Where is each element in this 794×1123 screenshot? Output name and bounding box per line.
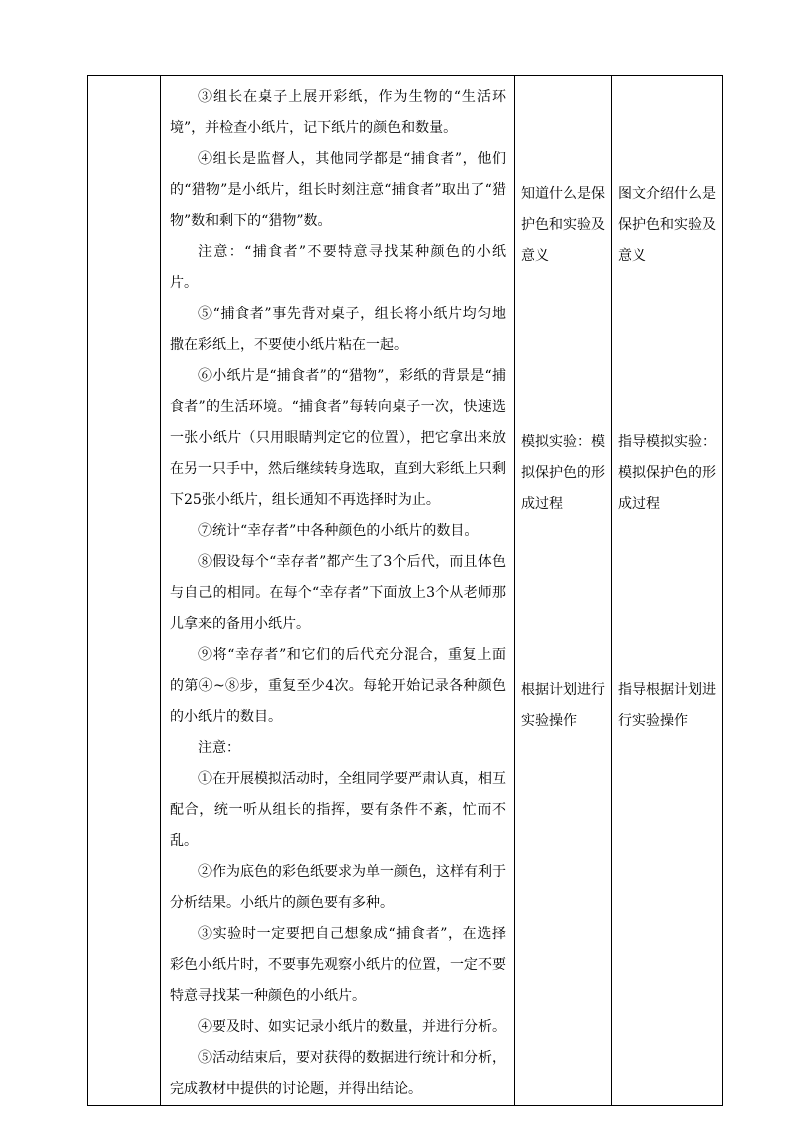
paragraph: ③组长在桌子上展开彩纸，作为生物的“生活环境”，并检查小纸片，记下纸片的颜色和数量。 xyxy=(170,89,506,136)
paragraph: ⑧假设每个“幸存者”都产生了3个后代，而且体色与自己的相同。在每个“幸存者”下面放上3个从老师那儿拿来的备用小纸片。 xyxy=(170,554,506,632)
lesson-table xyxy=(87,75,723,1106)
activity-content-cell xyxy=(161,76,515,1106)
teacher-activity-cell xyxy=(612,76,723,1106)
paragraph: 注意： xyxy=(198,740,240,756)
paragraph: ⑤“捕食者”事先背对桌子，组长将小纸片均匀地撒在彩纸上，不要使小纸片粘在一起。 xyxy=(170,306,506,353)
paragraph: ⑨将“幸存者”和它们的后代充分混合，重复上面的第④~⑧步，重复至少4次。每轮开始记录各种颜色的小纸片的数目。 xyxy=(170,647,506,725)
student-activity-3: 根据计划进行实验操作 xyxy=(521,682,605,729)
paragraph: ④要及时、如实记录小纸片的数量，并进行分析。 xyxy=(198,1019,506,1035)
paragraph: ⑤活动结束后，要对获得的数据进行统计和分析，完成教材中提供的讨论题，并得出结论。 xyxy=(170,1050,506,1097)
student-activity-2: 模拟实验：模拟保护色的形成过程 xyxy=(521,434,605,512)
paragraph: ⑦统计“幸存者”中各种颜色的小纸片的数目。 xyxy=(198,523,479,539)
empty-cell xyxy=(88,76,161,1106)
paragraph: 注意：“捕食者”不要特意寻找某种颜色的小纸片。 xyxy=(170,244,506,291)
paragraph: ③实验时一定要把自己想象成“捕食者”，在选择彩色小纸片时，不要事先观察小纸片的位置，一定不要特意寻找某一种颜色的小纸片。 xyxy=(170,926,506,1004)
paragraph: ④组长是监督人，其他同学都是“捕食者”，他们的“猎物”是小纸片，组长时刻注意“捕食者”取出了“猎物”数和剩下的“猎物”数。 xyxy=(170,151,506,229)
paragraph: ⑥小纸片是“捕食者”的“猎物”，彩纸的背景是“捕食者”的生活环境。“捕食者”每转向桌子一次，快速选一张小纸片（只用眼睛判定它的位置），把它拿出来放在另一只手中，然后继续转身选取，直到大彩纸上只剩下25张小纸片，组长通知不再选择时为止。 xyxy=(170,368,506,508)
teacher-activity-3: 指导根据计划进行实验操作 xyxy=(618,682,716,729)
teacher-activity-2: 指导模拟实验：模拟保护色的形成过程 xyxy=(618,434,716,512)
student-activity-1: 知道什么是保护色和实验及意义 xyxy=(521,186,605,264)
teacher-activity-1: 图文介绍什么是保护色和实验及意义 xyxy=(618,186,716,264)
table-row xyxy=(88,76,723,1106)
paragraph: ①在开展模拟活动时，全组同学要严肃认真，相互配合，统一听从组长的指挥，要有条件不紊，忙而不乱。 xyxy=(170,771,506,849)
paragraph: ②作为底色的彩色纸要求为单一颜色，这样有利于分析结果。小纸片的颜色要有多种。 xyxy=(170,864,506,911)
student-activity-cell xyxy=(515,76,612,1106)
